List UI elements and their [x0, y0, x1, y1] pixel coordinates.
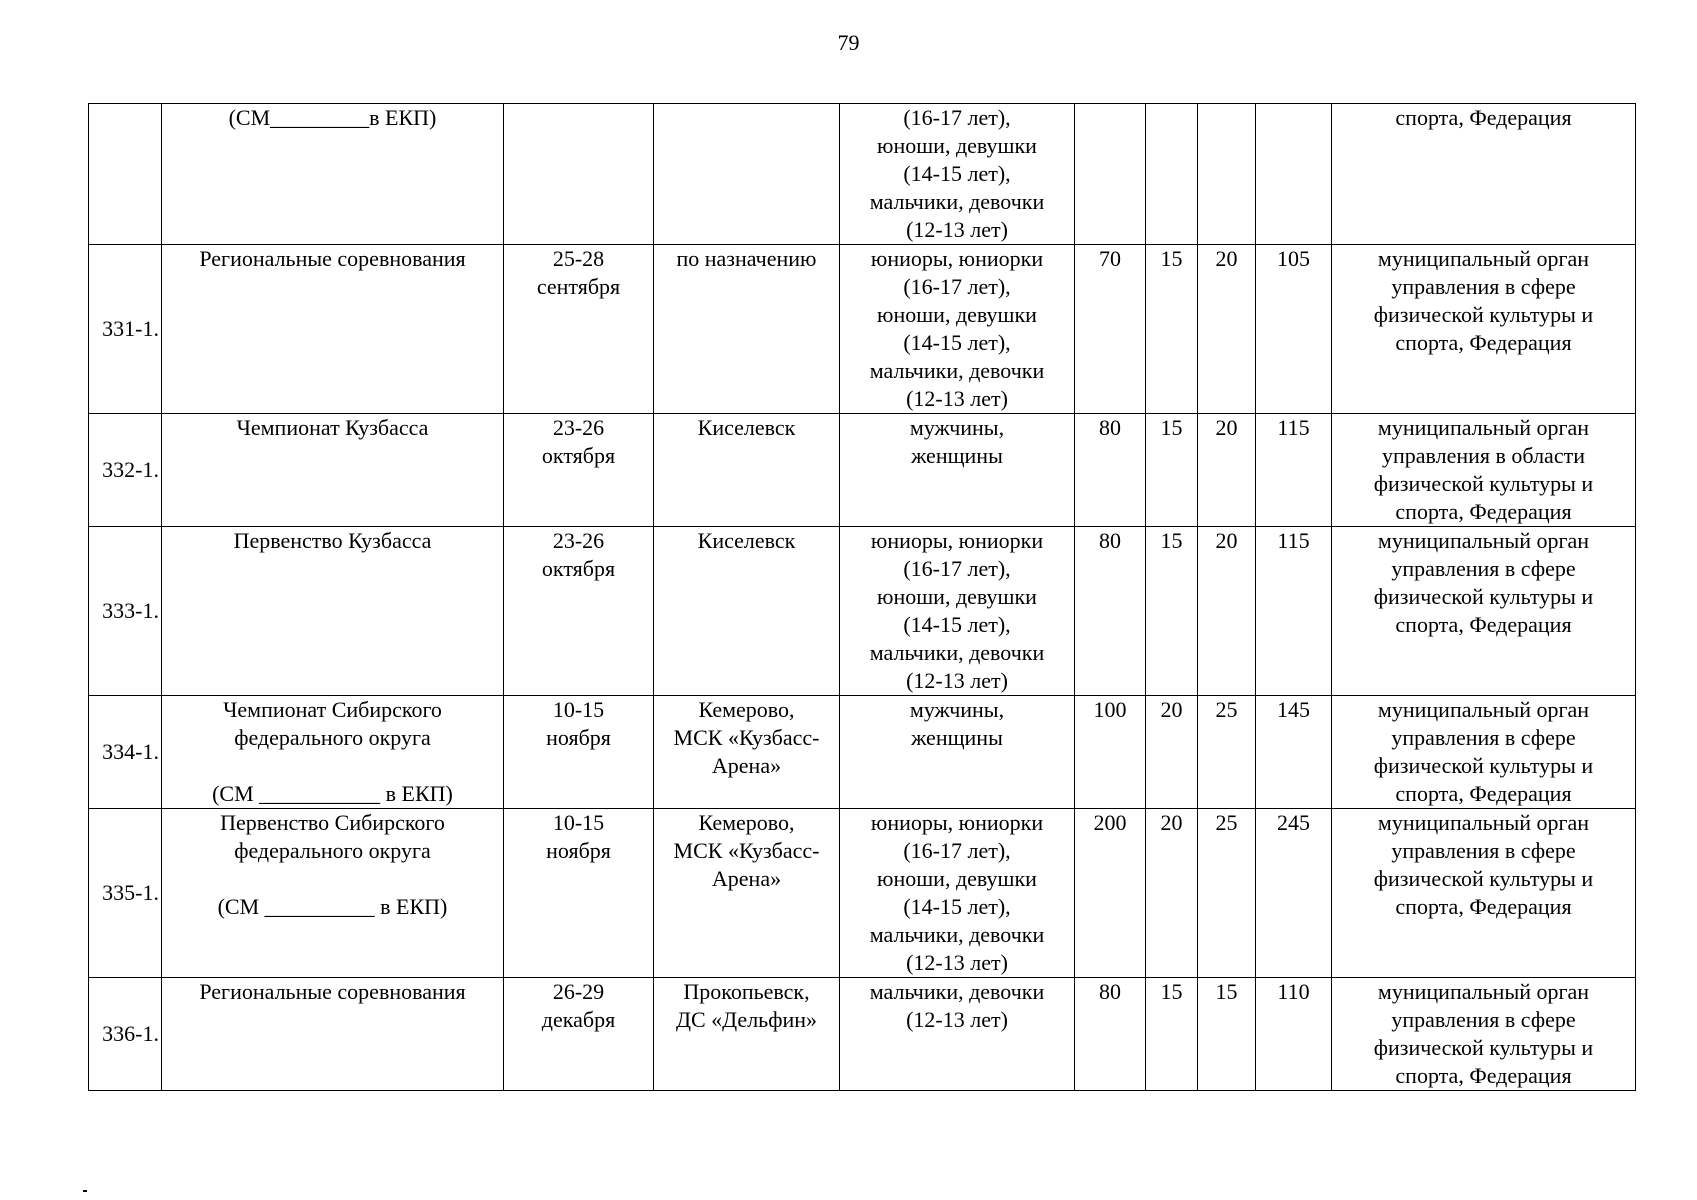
- cell-line: мальчики, девочки: [869, 922, 1045, 947]
- cell-line: 25-28: [552, 246, 605, 271]
- cell-org: [1332, 527, 1636, 696]
- cell-dates: [504, 527, 654, 696]
- cell-org: [1332, 978, 1636, 1091]
- cell-line: (16-17 лет),: [903, 105, 1011, 130]
- table-row: [89, 809, 1636, 978]
- cell-org: [1332, 104, 1636, 245]
- cell-line: 10-15: [552, 697, 605, 722]
- cell-line: Кемерово,: [698, 697, 795, 722]
- cell-name: [162, 414, 504, 527]
- cell-place: [654, 414, 840, 527]
- cell-line: федерального округа: [234, 838, 431, 863]
- cell-line: (12-13 лет): [906, 217, 1008, 242]
- cell-line: муниципальный орган: [1377, 246, 1590, 271]
- cell-participants: [840, 414, 1075, 527]
- cell-v1: 70: [1075, 245, 1146, 414]
- cell-participants: [840, 978, 1075, 1091]
- cell-line: Киселевск: [697, 415, 796, 440]
- cell-line: мужчины,: [909, 697, 1005, 722]
- cell-line: Прокопьевск,: [683, 979, 810, 1004]
- cell-line: [166, 865, 499, 893]
- cell-line: (СМ ___________ в ЕКП): [212, 781, 453, 806]
- cell-dates: [504, 978, 654, 1091]
- cell-line: мальчики, девочки: [869, 189, 1045, 214]
- cell-line: октября: [541, 556, 616, 581]
- cell-line: (14-15 лет),: [903, 330, 1011, 355]
- cell-num: 332-1.: [89, 414, 162, 527]
- cell-line: мужчины,: [909, 415, 1005, 440]
- cell-line: (14-15 лет),: [903, 894, 1011, 919]
- cell-place: [654, 527, 840, 696]
- cell-line: (СМ_________в ЕКП): [228, 105, 437, 130]
- cell-line: федерального округа: [234, 725, 431, 750]
- cell-line: Первенство Сибирского: [220, 810, 445, 835]
- cell-num: [89, 104, 162, 245]
- cell-line: юноши, девушки: [877, 866, 1037, 891]
- cell-line: мальчики, девочки: [869, 640, 1045, 665]
- cell-name: [162, 809, 504, 978]
- cell-v3: 25: [1198, 809, 1256, 978]
- cell-v2: 15: [1146, 245, 1198, 414]
- cell-line: управления в сфере: [1391, 1007, 1576, 1032]
- cell-name: [162, 245, 504, 414]
- cell-dates: [504, 696, 654, 809]
- cell-line: физической культуры и: [1373, 1035, 1594, 1060]
- cell-v4: 245: [1256, 809, 1332, 978]
- cell-place: [654, 809, 840, 978]
- cell-org: [1332, 809, 1636, 978]
- cell-line: октября: [541, 443, 616, 468]
- cell-line: Региональные соревнования: [199, 246, 466, 271]
- cell-num: 335-1.: [89, 809, 162, 978]
- cell-line: (12-13 лет): [906, 1007, 1008, 1032]
- cell-line: Региональные соревнования: [199, 979, 466, 1004]
- cell-line: муниципальный орган: [1377, 528, 1590, 553]
- cell-line: 23-26: [552, 415, 605, 440]
- cell-place: [654, 978, 840, 1091]
- cell-dates: [504, 414, 654, 527]
- cell-v1: 100: [1075, 696, 1146, 809]
- cell-num: 334-1.: [89, 696, 162, 809]
- cell-line: спорта, Федерация: [1395, 894, 1572, 919]
- cell-line: управления в сфере: [1391, 274, 1576, 299]
- cell-v3: 15: [1198, 978, 1256, 1091]
- cell-line: МСК «Кузбасс-: [673, 725, 820, 750]
- cell-line: мальчики, девочки: [869, 358, 1045, 383]
- table-row: [89, 245, 1636, 414]
- cell-v2: 20: [1146, 696, 1198, 809]
- cell-line: Чемпионат Кузбасса: [236, 415, 429, 440]
- cell-line: Первенство Кузбасса: [233, 528, 432, 553]
- cell-line: спорта, Федерация: [1395, 499, 1572, 524]
- cell-num: 336-1.: [89, 978, 162, 1091]
- cell-name: [162, 527, 504, 696]
- cell-num: 333-1.: [89, 527, 162, 696]
- cell-line: муниципальный орган: [1377, 810, 1590, 835]
- events-table: [88, 103, 1636, 1091]
- cell-line: физической культуры и: [1373, 584, 1594, 609]
- cell-line: 23-26: [552, 528, 605, 553]
- cell-line: декабря: [541, 1007, 616, 1032]
- cell-participants: [840, 245, 1075, 414]
- cell-line: 26-29: [552, 979, 605, 1004]
- cell-line: ноября: [546, 838, 611, 863]
- cell-line: (16-17 лет),: [903, 838, 1011, 863]
- cell-line: физической культуры и: [1373, 471, 1594, 496]
- cell-line: мальчики, девочки: [869, 979, 1045, 1004]
- cell-v3: 20: [1198, 414, 1256, 527]
- cell-v2: 20: [1146, 809, 1198, 978]
- table-row: [89, 104, 1636, 245]
- cell-line: Чемпионат Сибирского: [223, 697, 442, 722]
- cell-line: женщины: [911, 725, 1003, 750]
- cell-line: ноября: [546, 725, 611, 750]
- cell-participants: [840, 696, 1075, 809]
- cell-line: юниоры, юниорки: [870, 246, 1044, 271]
- cell-line: управления в сфере: [1391, 838, 1576, 863]
- cell-line: спорта, Федерация: [1395, 612, 1572, 637]
- cell-line: (12-13 лет): [906, 386, 1008, 411]
- cell-org: [1332, 696, 1636, 809]
- cell-line: юноши, девушки: [877, 133, 1037, 158]
- margin-mark: [83, 1190, 87, 1192]
- cell-dates: [504, 104, 654, 245]
- cell-line: 10-15: [552, 810, 605, 835]
- cell-org: [1332, 414, 1636, 527]
- cell-participants: [840, 809, 1075, 978]
- cell-participants: [840, 527, 1075, 696]
- cell-v3: [1198, 104, 1256, 245]
- cell-place: [654, 104, 840, 245]
- cell-line: (14-15 лет),: [903, 612, 1011, 637]
- cell-v2: 15: [1146, 527, 1198, 696]
- cell-v4: 115: [1256, 414, 1332, 527]
- cell-line: Арена»: [711, 753, 782, 778]
- cell-org: [1332, 245, 1636, 414]
- cell-line: физической культуры и: [1373, 302, 1594, 327]
- cell-v1: [1075, 104, 1146, 245]
- cell-v3: 25: [1198, 696, 1256, 809]
- cell-line: управления в сфере: [1391, 556, 1576, 581]
- cell-line: спорта, Федерация: [1395, 781, 1572, 806]
- cell-v1: 80: [1075, 978, 1146, 1091]
- cell-v1: 80: [1075, 414, 1146, 527]
- cell-v4: 110: [1256, 978, 1332, 1091]
- cell-v2: 15: [1146, 978, 1198, 1091]
- cell-name: [162, 104, 504, 245]
- cell-name: [162, 696, 504, 809]
- cell-v3: 20: [1198, 245, 1256, 414]
- cell-line: физической культуры и: [1373, 753, 1594, 778]
- cell-line: Арена»: [711, 866, 782, 891]
- cell-line: юниоры, юниорки: [870, 810, 1044, 835]
- cell-place: [654, 245, 840, 414]
- cell-line: (12-13 лет): [906, 668, 1008, 693]
- cell-v4: 105: [1256, 245, 1332, 414]
- cell-line: юноши, девушки: [877, 302, 1037, 327]
- cell-line: спорта, Федерация: [1395, 1063, 1572, 1088]
- table-row: [89, 414, 1636, 527]
- cell-line: МСК «Кузбасс-: [673, 838, 820, 863]
- cell-dates: [504, 809, 654, 978]
- cell-line: женщины: [911, 443, 1003, 468]
- cell-line: управления в области: [1382, 443, 1585, 468]
- cell-line: (16-17 лет),: [903, 274, 1011, 299]
- cell-name: [162, 978, 504, 1091]
- cell-line: ДС «Дельфин»: [675, 1007, 818, 1032]
- table-row: [89, 696, 1636, 809]
- cell-line: (14-15 лет),: [903, 161, 1011, 186]
- cell-line: Кемерово,: [698, 810, 795, 835]
- cell-line: спорта, Федерация: [1395, 330, 1572, 355]
- cell-line: юниоры, юниорки: [870, 528, 1044, 553]
- cell-v2: [1146, 104, 1198, 245]
- cell-line: Киселевск: [697, 528, 796, 553]
- cell-num: 331-1.: [89, 245, 162, 414]
- cell-dates: [504, 245, 654, 414]
- cell-line: управления в сфере: [1391, 725, 1576, 750]
- cell-line: юноши, девушки: [877, 584, 1037, 609]
- cell-participants: [840, 104, 1075, 245]
- cell-v4: [1256, 104, 1332, 245]
- cell-line: (16-17 лет),: [903, 556, 1011, 581]
- cell-v1: 200: [1075, 809, 1146, 978]
- cell-line: спорта, Федерация: [1395, 105, 1572, 130]
- cell-line: (СМ __________ в ЕКП): [217, 894, 448, 919]
- cell-v2: 15: [1146, 414, 1198, 527]
- cell-v4: 145: [1256, 696, 1332, 809]
- cell-line: муниципальный орган: [1377, 979, 1590, 1004]
- cell-line: сентября: [536, 274, 621, 299]
- cell-line: [166, 752, 499, 780]
- cell-line: муниципальный орган: [1377, 697, 1590, 722]
- page-number: 79: [837, 30, 860, 55]
- cell-place: [654, 696, 840, 809]
- table-row: [89, 978, 1636, 1091]
- cell-line: физической культуры и: [1373, 866, 1594, 891]
- cell-line: (12-13 лет): [906, 950, 1008, 975]
- cell-line: муниципальный орган: [1377, 415, 1590, 440]
- cell-v1: 80: [1075, 527, 1146, 696]
- cell-v3: 20: [1198, 527, 1256, 696]
- cell-line: по назначению: [676, 246, 817, 271]
- table-row: [89, 527, 1636, 696]
- cell-v4: 115: [1256, 527, 1332, 696]
